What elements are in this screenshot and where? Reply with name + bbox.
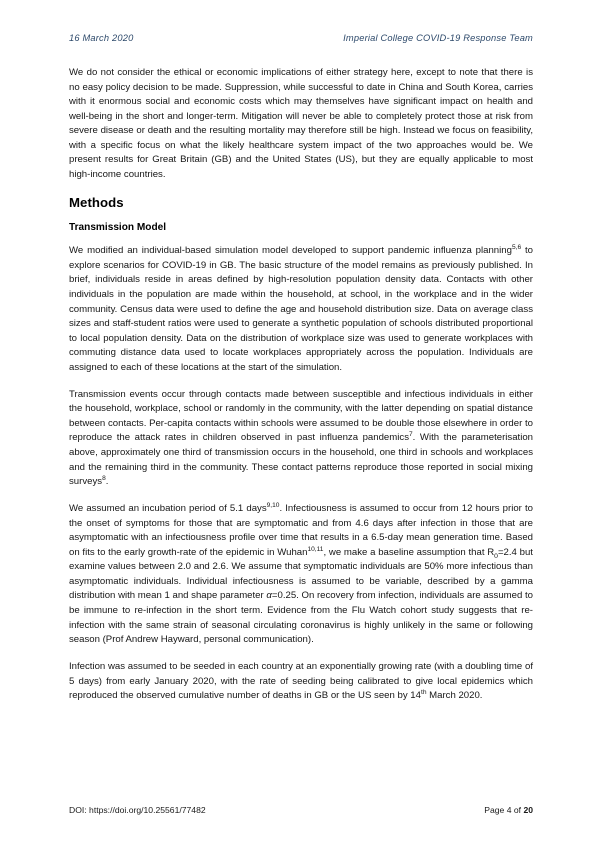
header-team-name: Imperial College COVID-19 Response Team <box>343 33 533 43</box>
para4-text-2: . Infectiousness is assumed to occur from 12 hours prior to the onset of symptoms for those that are symptomatic and from 4.6 days after infection in those that are asymptomatic with an infectiousness profile over time that results in a 6.5-day mean generation time. Based on fits to the early growth-rate of the epidemic in Wuhan <box>69 503 533 558</box>
footer-page-current: 4 <box>506 805 512 815</box>
footer-page-number <box>484 805 533 815</box>
para3-text-1: Transmission events occur through contacts made between susceptible and infectious individuals in either the household, workplace, school or randomly in the community, with the latter depending on spatial distance between contacts. Per-capita contacts within schools were assumed to be double those elsewhere in order to reproduce the attack rates in children observed in past influenza pandemics <box>69 388 533 444</box>
para2-text-1: We modified an individual-based simulation model developed to support pandemic influenza planning <box>69 245 512 257</box>
section-heading-methods: Methods <box>69 194 124 210</box>
citation-ref-7: 7 <box>409 431 413 439</box>
paragraph-intro-text: We do not consider the ethical or economic implications of either strategy here, except to note that there is no easy policy decision to be made. Suppression, while successful to date in China and South Korea, carries with it enormous social and economic costs which may themselves have significant impact on health and well-being in the short and longer-term. Mitigation will never be able to completely protect those at risk from severe disease or death and the resulting mortality may therefore still be high. Instead we focus on feasibility, with a specific focus on what the likely healthcare system impact of the two approaches would be. We present results for Great Britain (GB) and the United States (US), but they are equally applicable to most high-income countries. <box>69 67 533 180</box>
document-body <box>69 66 533 716</box>
paragraph-intro <box>69 66 533 182</box>
para4-text-4: =2.4 but examine values between 2.0 and 2.6. We assume that symptomatic individuals are 50% more infectious than asymptomatic individuals. Individual infectiousness is assumed to be variable, described by a gamma distribution with mean 1 and shape parameter <box>69 546 533 602</box>
footer-page-of: of <box>513 805 522 815</box>
para4-text-5: =0.25. On recovery from infection, individuals are assumed to be immune to re-infection in the short term. Evidence from the Flu Watch cohort study suggests that re-infection with the same strain of seasonal circulating coronavirus is highly unlikely in the same or following season (Prof Andrew Hayward, personal communication). <box>69 590 534 646</box>
para3-text-3: . <box>105 476 109 488</box>
para5-text-2: March 2020. <box>426 690 483 702</box>
subsection-heading-transmission-model: Transmission Model <box>69 221 167 233</box>
footer-page-label: Page <box>484 805 505 815</box>
footer-doi-link[interactable]: DOI: https://doi.org/10.25561/77482 <box>69 805 206 815</box>
paragraph-transmission-model <box>69 244 533 375</box>
footer-page-total: 20 <box>523 805 533 815</box>
citation-ref-9-10: 9,10 <box>266 501 280 509</box>
para5-text-1: Infection was assumed to be seeded in each country at an exponentially growing rate (with a doubling time of 5 days) from early January 2020, with the rate of seeding being calibrated to give local epidemics which reproduced the observed cumulative number of deaths in GB or the US seen by 14 <box>69 661 533 702</box>
subscript-r-zero: 0 <box>494 552 498 560</box>
page-footer <box>69 805 533 815</box>
running-header <box>69 33 533 43</box>
header-date: 16 March 2020 <box>69 33 134 43</box>
para4-text-1: We assumed an incubation period of 5.1 days <box>69 503 267 515</box>
para4-text-3: , we make a baseline assumption that R <box>323 546 495 558</box>
paragraph-incubation-parameters <box>69 502 533 647</box>
citation-ref-10-11: 10,11 <box>307 545 324 553</box>
citation-ref-8: 8 <box>102 474 106 482</box>
paragraph-seeding <box>69 660 533 704</box>
para2-text-2: to explore scenarios for COVID-19 in GB. The basic structure of the model remains as previously published. In brief, individuals reside in areas defined by high-resolution population density data. Contacts with other individuals in the population are made within the household, at school, in the workplace and in the wider community. Census data were used to define the age and household distribution size. Data on average class sizes and staff-student ratios were used to generate a synthetic population of schools distributed proportional to local population density. Data on the distribution of workplace size was used to generate workplaces with commuting distance data used to locate workplaces appropriately across the population. Individuals are assigned to each of these locations at the start of the simulation. <box>69 245 533 373</box>
citation-ref-5-6: 5,6 <box>511 244 522 252</box>
para3-text-2: . With the parameterisation above, approximately one third of transmission occurs in the household, one third in schools and workplaces and the remaining third in the community. These contact patterns reproduce those reported in social mixing surveys <box>69 432 533 488</box>
ordinal-suffix-th: th <box>420 689 427 696</box>
paragraph-transmission-events <box>69 388 533 490</box>
symbol-alpha: α <box>266 590 272 602</box>
